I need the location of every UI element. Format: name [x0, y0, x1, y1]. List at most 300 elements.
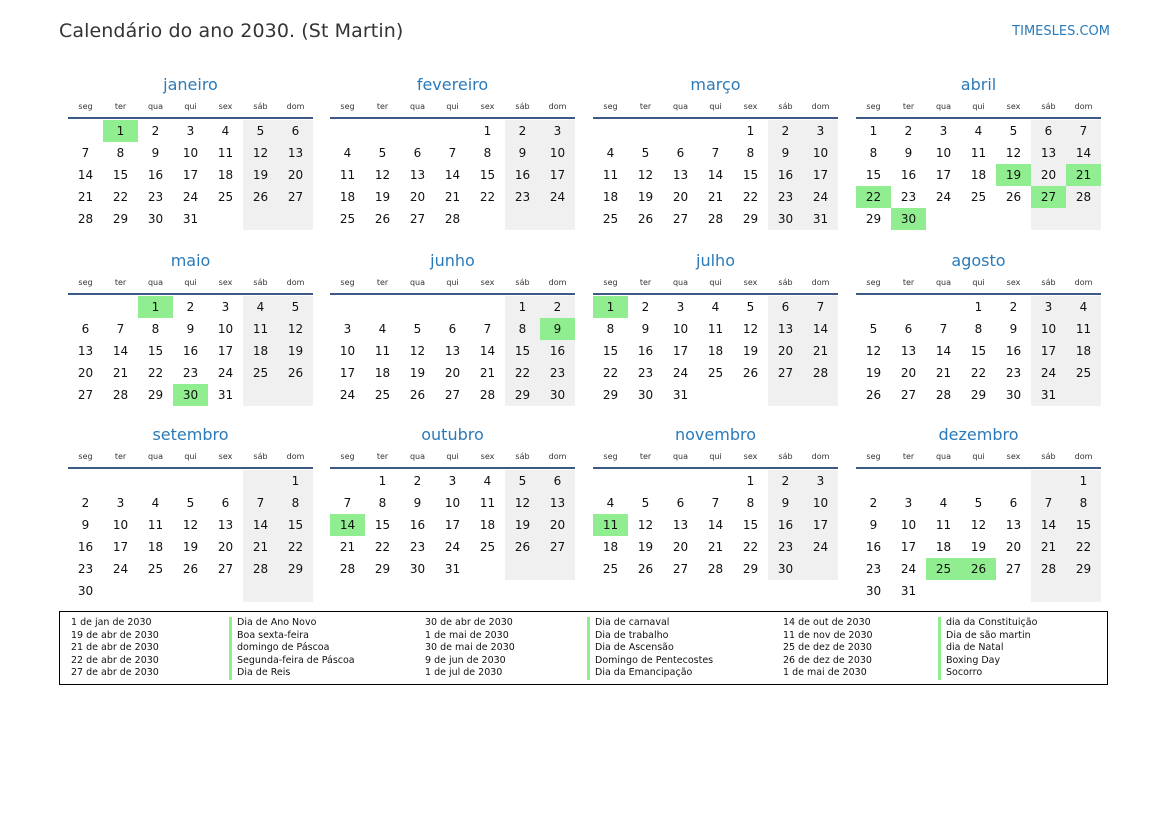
weekday-label: qua — [935, 102, 952, 111]
day-cell: 2 — [768, 120, 803, 142]
legend-date: 27 de abr de 2030 — [71, 667, 159, 678]
weekday-label: seg — [603, 278, 618, 287]
day-cell: 10 — [1031, 318, 1066, 340]
day-cell: 9 — [768, 492, 803, 514]
empty-cell — [593, 470, 628, 492]
empty-cell — [435, 296, 470, 318]
day-cell: 25 — [374, 388, 391, 402]
week-row — [68, 492, 313, 514]
day-cell: 20 — [768, 340, 803, 362]
day-cell: 14 — [444, 168, 461, 182]
day-cell: 4 — [606, 496, 615, 510]
legend-date: 1 de mai de 2030 — [425, 629, 509, 641]
weekday-label: seg — [78, 452, 93, 461]
day-cell: 17 — [182, 168, 199, 182]
weekday-label: seg — [78, 278, 93, 287]
week-row — [856, 318, 1101, 340]
empty-cell — [243, 470, 278, 492]
day-cell: 14 — [803, 318, 838, 340]
day-cell: 3 — [116, 496, 125, 510]
day-cell: 1 — [746, 124, 755, 138]
weekday-label: qui — [446, 278, 459, 287]
legend-date: 30 de mai de 2030 — [425, 642, 515, 653]
legend-date: 1 de jan de 2030 — [71, 617, 152, 628]
month-setembro — [68, 423, 313, 602]
empty-cell — [593, 120, 628, 142]
day-cell: 12 — [865, 344, 882, 358]
day-cell: 16 — [77, 540, 94, 554]
day-cell: 6 — [1009, 496, 1018, 510]
day-cell: 21 — [1031, 536, 1066, 558]
day-cell: 24 — [900, 562, 917, 576]
day-cell: 13 — [278, 142, 313, 164]
page-title: Calendário do ano 2030. (St Martin) — [59, 20, 404, 42]
day-cell: 21 — [707, 540, 724, 554]
day-cell: 16 — [900, 168, 917, 182]
day-cell: 24 — [444, 540, 461, 554]
day-cell: 3 — [186, 124, 195, 138]
week-row — [330, 164, 575, 186]
weekday-header — [856, 276, 1101, 295]
empty-cell — [628, 470, 663, 492]
week-row — [593, 492, 838, 514]
day-cell: 18 — [602, 540, 619, 554]
day-cell: 31 — [900, 584, 917, 598]
day-cell: 28 — [707, 212, 724, 226]
day-cell: 16 — [540, 340, 575, 362]
day-cell: 27 — [900, 388, 917, 402]
month-name: fevereiro — [416, 75, 489, 94]
day-cell: 9 — [186, 322, 195, 336]
weekday-label: qua — [672, 102, 689, 111]
day-cell: 15 — [1066, 514, 1101, 536]
day-cell: 6 — [81, 322, 90, 336]
day-cell: 8 — [483, 146, 492, 160]
legend-holiday-name: Dia de são martin — [938, 630, 1037, 643]
day-cell: 29 — [742, 562, 759, 576]
day-cell: 20 — [672, 190, 689, 204]
day-cell: 24 — [935, 190, 952, 204]
legend-dates-column — [783, 617, 873, 680]
day-cell: 20 — [217, 540, 234, 554]
empty-cell — [68, 296, 103, 318]
empty-cell — [330, 120, 365, 142]
day-cell: 6 — [413, 146, 422, 160]
weekday-header — [856, 100, 1101, 119]
weekday-label: qui — [446, 452, 459, 461]
legend-date: 19 de abr de 2030 — [71, 629, 159, 641]
empty-cell — [996, 470, 1031, 492]
day-cell: 19 — [505, 514, 540, 536]
day-cell: 21 — [935, 366, 952, 380]
week-row — [593, 470, 838, 492]
weekday-label: seg — [866, 278, 881, 287]
day-cell: 9 — [768, 142, 803, 164]
day-cell: 4 — [606, 146, 615, 160]
empty-cell — [173, 580, 208, 602]
legend-holiday-name: dia de Natal — [938, 642, 1037, 655]
empty-cell — [330, 470, 365, 492]
empty-cell — [856, 296, 891, 318]
day-cell: 12 — [1005, 146, 1022, 160]
day-cell: 2 — [641, 300, 650, 314]
day-cell: 4 — [711, 300, 720, 314]
day-cell: 16 — [1005, 344, 1022, 358]
day-cell: 29 — [865, 212, 882, 226]
day-cell: 30 — [1005, 388, 1022, 402]
week-row — [68, 384, 313, 406]
day-cell: 7 — [483, 322, 492, 336]
weekday-label: dom — [811, 278, 830, 287]
day-cell: 25 — [217, 190, 234, 204]
week-row — [68, 164, 313, 186]
weekday-label: qua — [935, 278, 952, 287]
day-cell: 27 — [278, 186, 313, 208]
day-cell: 13 — [1031, 142, 1066, 164]
day-cell: 4 — [221, 124, 230, 138]
day-cell: 23 — [409, 540, 426, 554]
empty-cell — [470, 558, 505, 580]
day-cell: 25 — [602, 562, 619, 576]
day-cell: 17 — [672, 344, 689, 358]
empty-cell — [208, 208, 243, 230]
day-cell: 12 — [637, 168, 654, 182]
empty-cell — [663, 120, 698, 142]
weekday-label: sex — [743, 452, 758, 461]
legend-holiday-name: Boa sexta-feira — [229, 630, 355, 643]
day-cell: 12 — [374, 168, 391, 182]
day-cell: 24 — [803, 186, 838, 208]
empty-cell — [470, 208, 505, 230]
day-cell: 21 — [77, 190, 94, 204]
weekday-label: sex — [1006, 278, 1021, 287]
day-cell: 14 — [935, 344, 952, 358]
weekday-label: sex — [480, 452, 495, 461]
day-cell: 6 — [676, 496, 685, 510]
day-cell: 29 — [374, 562, 391, 576]
empty-cell — [400, 120, 435, 142]
day-cell: 4 — [974, 124, 983, 138]
weekday-label: ter — [114, 102, 127, 111]
week-row — [330, 362, 575, 384]
weekday-label: qua — [935, 452, 952, 461]
day-cell: 26 — [374, 212, 391, 226]
day-cell: 14 — [77, 168, 94, 182]
month-novembro — [593, 423, 838, 580]
day-cell: 19 — [374, 190, 391, 204]
legend-date: 14 de out de 2030 — [783, 617, 871, 628]
day-cell: 16 — [409, 518, 426, 532]
day-cell: 16 — [505, 164, 540, 186]
week-row — [593, 340, 838, 362]
day-cell: 13 — [444, 344, 461, 358]
day-cell: 1 — [593, 296, 628, 318]
weekday-label: sáb — [253, 278, 268, 287]
weekday-label: sex — [218, 278, 233, 287]
day-cell: 7 — [116, 322, 125, 336]
day-cell: 7 — [939, 322, 948, 336]
day-cell: 25 — [707, 366, 724, 380]
day-cell: 12 — [742, 322, 759, 336]
day-cell: 28 — [112, 388, 129, 402]
day-cell: 22 — [970, 366, 987, 380]
day-cell: 10 — [803, 492, 838, 514]
day-cell: 26 — [865, 388, 882, 402]
day-cell: 16 — [147, 168, 164, 182]
weekday-label: sáb — [778, 452, 793, 461]
day-cell: 2 — [413, 474, 422, 488]
day-cell: 6 — [1031, 120, 1066, 142]
day-cell: 26 — [182, 562, 199, 576]
day-cell: 17 — [444, 518, 461, 532]
week-row — [330, 186, 575, 208]
month-name: abril — [960, 75, 997, 94]
day-cell: 18 — [217, 168, 234, 182]
day-cell: 20 — [409, 190, 426, 204]
day-cell: 15 — [374, 518, 391, 532]
day-cell: 22 — [278, 536, 313, 558]
legend-date: 25 de dez de 2030 — [783, 642, 872, 653]
weekday-label: sex — [743, 278, 758, 287]
week-row — [593, 296, 838, 318]
empty-cell — [330, 296, 365, 318]
day-cell: 7 — [1031, 492, 1066, 514]
weekday-label: qui — [709, 452, 722, 461]
day-cell: 26 — [637, 562, 654, 576]
weekday-label: seg — [603, 452, 618, 461]
empty-cell — [803, 384, 838, 406]
day-cell: 24 — [339, 388, 356, 402]
day-cell: 27 — [768, 362, 803, 384]
weekday-label: ter — [902, 278, 915, 287]
day-cell: 2 — [540, 296, 575, 318]
empty-cell — [400, 296, 435, 318]
day-cell: 30 — [865, 584, 882, 598]
weekday-label: ter — [114, 278, 127, 287]
weekday-label: sex — [218, 102, 233, 111]
day-cell: 4 — [483, 474, 492, 488]
day-cell: 28 — [935, 388, 952, 402]
legend-holiday-name: Dia de Reis — [229, 667, 355, 680]
day-cell: 14 — [479, 344, 496, 358]
empty-cell — [961, 208, 996, 230]
empty-cell — [103, 296, 138, 318]
day-cell: 31 — [1031, 384, 1066, 406]
weekday-header — [330, 100, 575, 119]
month-name: agosto — [951, 251, 1006, 270]
day-cell: 6 — [221, 496, 230, 510]
day-cell: 15 — [278, 514, 313, 536]
day-cell: 28 — [1031, 558, 1066, 580]
day-cell: 10 — [112, 518, 129, 532]
empty-cell — [138, 470, 173, 492]
empty-cell — [470, 296, 505, 318]
day-cell: 2 — [151, 124, 160, 138]
day-cell: 29 — [147, 388, 164, 402]
empty-cell — [1066, 208, 1101, 230]
day-cell: 22 — [742, 540, 759, 554]
day-cell: 31 — [444, 562, 461, 576]
week-row — [856, 536, 1101, 558]
week-row — [330, 340, 575, 362]
empty-cell — [1031, 470, 1066, 492]
day-cell: 21 — [444, 190, 461, 204]
day-cell: 9 — [641, 322, 650, 336]
day-cell: 15 — [479, 168, 496, 182]
day-cell: 6 — [278, 120, 313, 142]
weekday-label: qua — [147, 102, 164, 111]
day-cell: 5 — [378, 146, 387, 160]
day-cell: 3 — [904, 496, 913, 510]
week-row — [593, 142, 838, 164]
month-name: julho — [696, 251, 735, 270]
day-cell: 22 — [147, 366, 164, 380]
month-agosto — [856, 249, 1101, 406]
day-cell: 10 — [900, 518, 917, 532]
day-cell: 25 — [1066, 362, 1101, 384]
day-cell: 5 — [1009, 124, 1018, 138]
day-cell: 9 — [540, 318, 575, 340]
empty-cell — [68, 470, 103, 492]
day-cell: 7 — [343, 496, 352, 510]
day-cell: 11 — [374, 344, 391, 358]
week-row — [68, 362, 313, 384]
weekday-label: sáb — [1041, 452, 1056, 461]
day-cell: 27 — [540, 536, 575, 558]
week-row — [856, 558, 1101, 580]
day-cell: 17 — [1031, 340, 1066, 362]
day-cell: 11 — [339, 168, 356, 182]
legend-holiday-name: Domingo de Pentecostes — [587, 655, 713, 668]
weekday-label: ter — [376, 452, 389, 461]
week-row — [68, 120, 313, 142]
day-cell: 27 — [672, 562, 689, 576]
day-cell: 24 — [1031, 362, 1066, 384]
weekday-label: ter — [639, 278, 652, 287]
day-cell: 1 — [138, 296, 173, 318]
holiday-legend — [59, 611, 1108, 685]
weekday-label: qua — [409, 452, 426, 461]
week-row — [593, 208, 838, 230]
empty-cell — [365, 296, 400, 318]
day-cell: 27 — [217, 562, 234, 576]
day-cell: 11 — [243, 318, 278, 340]
day-cell: 12 — [182, 518, 199, 532]
day-cell: 25 — [339, 212, 356, 226]
day-cell: 14 — [243, 514, 278, 536]
day-cell: 25 — [243, 362, 278, 384]
empty-cell — [208, 470, 243, 492]
weekday-label: ter — [639, 452, 652, 461]
day-cell: 23 — [768, 536, 803, 558]
day-cell: 7 — [243, 492, 278, 514]
week-row — [68, 536, 313, 558]
day-cell: 11 — [970, 146, 987, 160]
day-cell: 1 — [746, 474, 755, 488]
day-cell: 3 — [448, 474, 457, 488]
day-cell: 19 — [409, 366, 426, 380]
day-cell: 19 — [182, 540, 199, 554]
weekday-label: qui — [972, 102, 985, 111]
day-cell: 14 — [707, 518, 724, 532]
week-row — [593, 186, 838, 208]
week-row — [330, 514, 575, 536]
day-cell: 5 — [746, 300, 755, 314]
site-link[interactable]: TIMESLES.COM — [1012, 24, 1110, 39]
week-row — [68, 470, 313, 492]
empty-cell — [856, 470, 891, 492]
week-row — [856, 470, 1101, 492]
day-cell: 13 — [672, 168, 689, 182]
weekday-label: seg — [340, 452, 355, 461]
day-cell: 5 — [413, 322, 422, 336]
week-row — [68, 208, 313, 230]
day-cell: 31 — [672, 388, 689, 402]
day-cell: 9 — [151, 146, 160, 160]
day-cell: 26 — [243, 186, 278, 208]
day-cell: 15 — [742, 168, 759, 182]
day-cell: 23 — [637, 366, 654, 380]
day-cell: 23 — [768, 186, 803, 208]
day-cell: 9 — [413, 496, 422, 510]
day-cell: 3 — [221, 300, 230, 314]
weekday-label: dom — [286, 102, 305, 111]
day-cell: 29 — [970, 388, 987, 402]
day-cell: 12 — [970, 518, 987, 532]
day-cell: 20 — [540, 514, 575, 536]
weekday-label: sex — [218, 452, 233, 461]
day-cell: 17 — [900, 540, 917, 554]
day-cell: 18 — [339, 190, 356, 204]
day-cell: 16 — [768, 514, 803, 536]
weekday-label: sáb — [1041, 278, 1056, 287]
empty-cell — [173, 470, 208, 492]
day-cell: 19 — [865, 366, 882, 380]
weekday-label: dom — [1074, 102, 1093, 111]
month-name: maio — [170, 251, 211, 270]
day-cell: 9 — [904, 146, 913, 160]
weekday-label: qui — [709, 278, 722, 287]
day-cell: 3 — [939, 124, 948, 138]
weekday-label: seg — [78, 102, 93, 111]
day-cell: 18 — [707, 344, 724, 358]
day-cell: 11 — [593, 514, 628, 536]
day-cell: 2 — [1009, 300, 1018, 314]
day-cell: 28 — [243, 558, 278, 580]
day-cell: 1 — [378, 474, 387, 488]
weekday-label: sex — [1006, 452, 1021, 461]
weekday-label: sáb — [515, 452, 530, 461]
month-junho — [330, 249, 575, 406]
day-cell: 4 — [243, 296, 278, 318]
legend-dates-column — [425, 617, 515, 680]
empty-cell — [435, 120, 470, 142]
day-cell: 15 — [147, 344, 164, 358]
day-cell: 24 — [540, 186, 575, 208]
legend-date: 9 de jun de 2030 — [425, 654, 506, 666]
weekday-label: qua — [147, 452, 164, 461]
weekday-label: dom — [811, 102, 830, 111]
month-outubro — [330, 423, 575, 580]
day-cell: 13 — [77, 344, 94, 358]
weekday-header — [330, 276, 575, 295]
day-cell: 8 — [869, 146, 878, 160]
empty-cell — [278, 580, 313, 602]
day-cell: 16 — [768, 164, 803, 186]
day-cell: 22 — [742, 190, 759, 204]
empty-cell — [628, 120, 663, 142]
day-cell: 27 — [1031, 186, 1066, 208]
